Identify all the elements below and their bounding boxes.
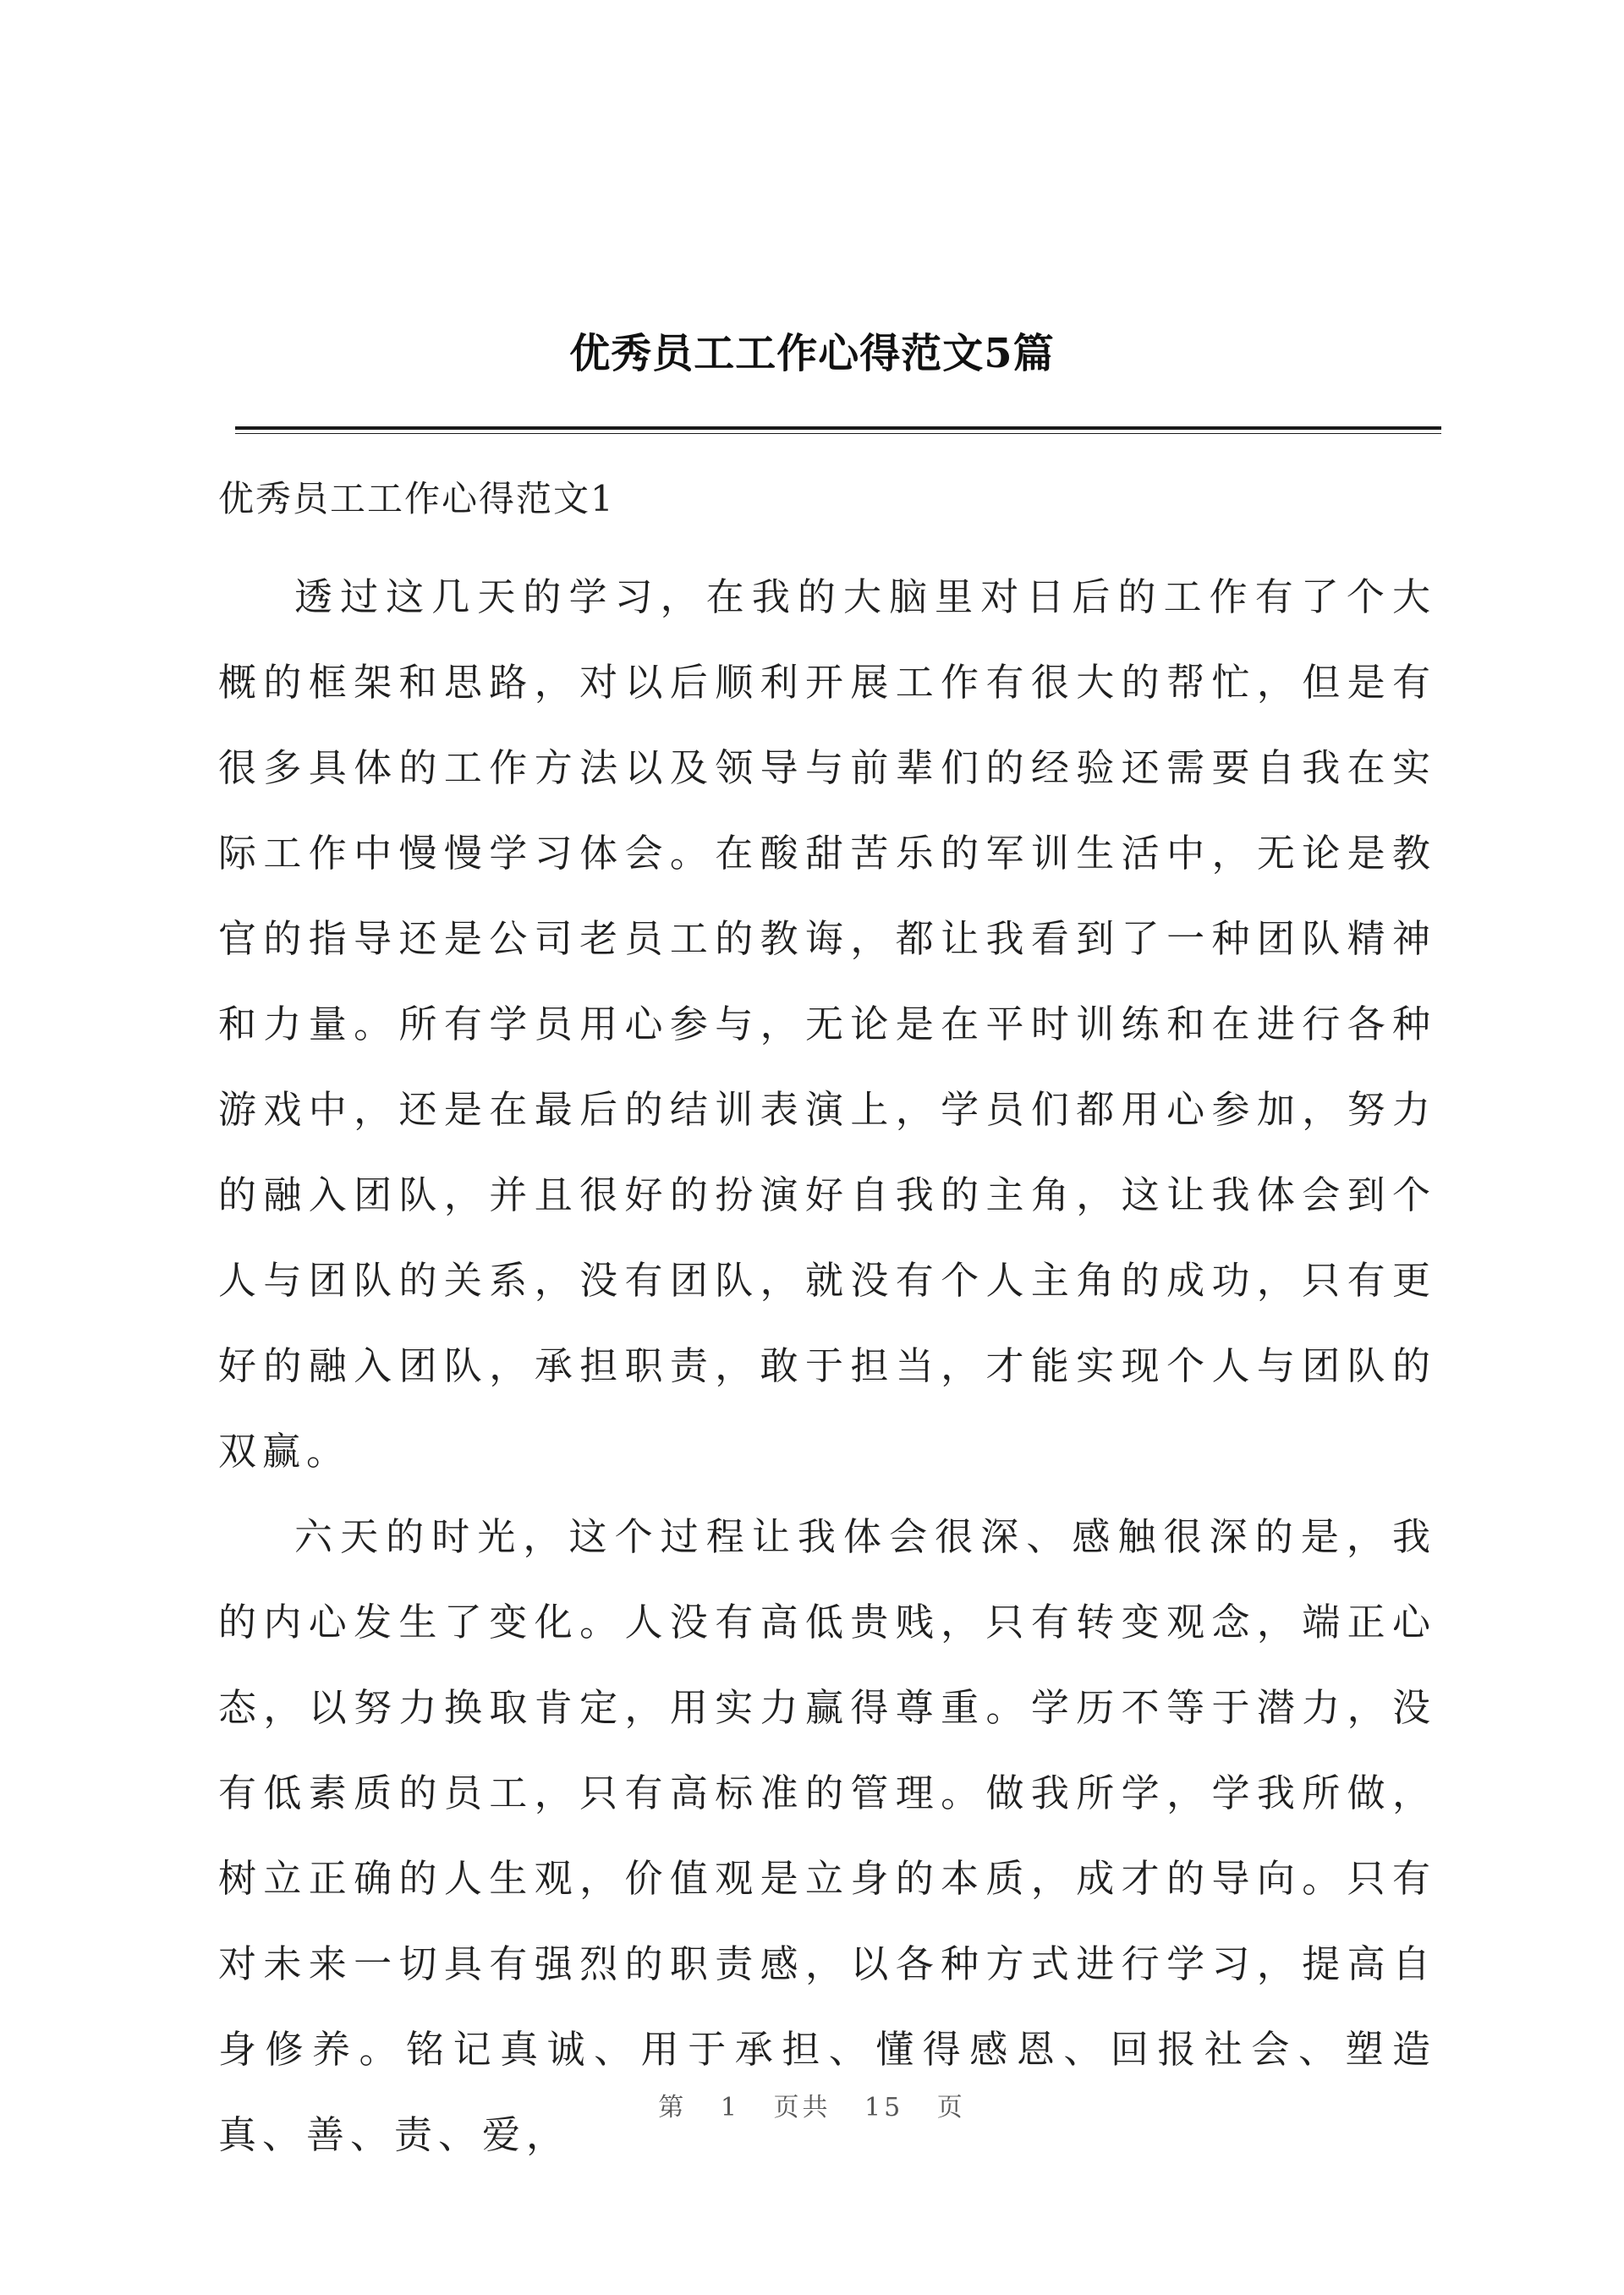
footer-current-page: 1 xyxy=(720,2093,740,2122)
footer-middle: 页共 xyxy=(773,2093,831,2122)
page-footer xyxy=(0,2086,1624,2123)
document-title: 优秀员工工作心得范文5篇 xyxy=(569,330,1055,377)
title-divider xyxy=(235,426,1441,435)
footer-total-pages: 15 xyxy=(864,2093,904,2122)
title-divider-thick-line xyxy=(235,426,1441,430)
footer-suffix: 页 xyxy=(936,2093,966,2122)
footer-prefix: 第 xyxy=(658,2093,688,2122)
title-divider-thin-line xyxy=(235,433,1441,434)
document-body xyxy=(218,469,1436,2177)
paragraph-1: 透过这几天的学习，在我的大脑里对日后的工作有了个大概的框架和思路，对以后顺利开展工作有很大的帮忙，但是有很多具体的工作方法以及领导与前辈们的经验还需要自我在实际工作中慢慢学习体会。在酸甜苦乐的军训生活中，无论是教官的指导还是公司老员工的教诲，都让我看到了一种团队精神和力量。所有学员用心参与，无论是在平时训练和在进行各种游戏中，还是在最后的结训表演上，学员们都用心参加，努力的融入团队，并且很好的扮演好自我的主角，这让我体会到个人与团队的关系，没有团队，就没有个人主角的成功，只有更好的融入团队，承担职责，敢于担当，才能实现个人与团队的双赢。 xyxy=(218,574,1436,1474)
paragraph-2: 六天的时光，这个过程让我体会很深、感触很深的是，我的内心发生了变化。人没有高低贵贱，只有转变观念，端正心态，以努力换取肯定，用实力赢得尊重。学历不等于潜力，没有低素质的员工，只有高标准的管理。做我所学，学我所做，树立正确的人生观，价值观是立身的本质，成才的导向。只有对未来一切具有强烈的职责感，以各种方式进行学习，提高自身修养。铭记真诚、用于承担、懂得感恩、回报社会、塑造真、善、责、爱， xyxy=(218,1514,1436,2157)
section-heading: 优秀员工工作心得范文1 xyxy=(218,478,615,519)
